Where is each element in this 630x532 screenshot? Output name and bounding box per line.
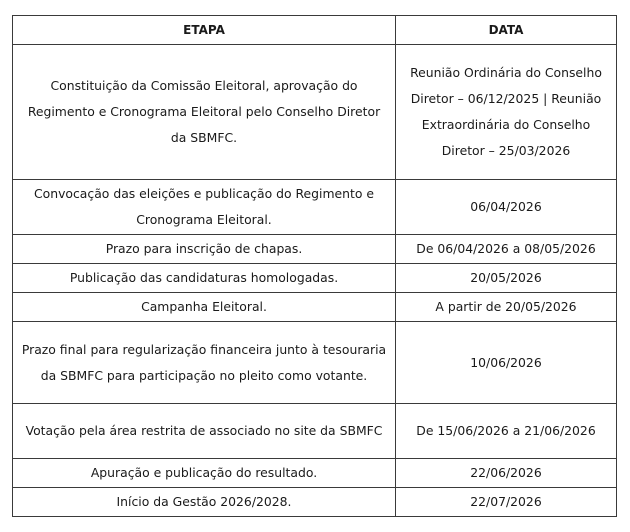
etapa-cell: Apuração e publicação do resultado.	[13, 459, 396, 488]
data-cell: De 06/04/2026 a 08/05/2026	[396, 235, 617, 264]
header-row	[13, 16, 617, 45]
election-schedule-table	[12, 15, 617, 517]
table-row	[13, 235, 617, 264]
data-cell: A partir de 20/05/2026	[396, 293, 617, 322]
etapa-cell: Publicação das candidaturas homologadas.	[13, 264, 396, 293]
data-cell: De 15/06/2026 a 21/06/2026	[396, 404, 617, 459]
header-data: DATA	[396, 16, 617, 45]
etapa-cell: Prazo final para regularização financeira junto à tesouraria da SBMFC para participação no pleito como votante.	[13, 322, 396, 404]
table-row	[13, 264, 617, 293]
data-cell: 10/06/2026	[396, 322, 617, 404]
etapa-cell: Prazo para inscrição de chapas.	[13, 235, 396, 264]
table-row	[13, 293, 617, 322]
data-cell: 06/04/2026	[396, 180, 617, 235]
header-etapa: ETAPA	[13, 16, 396, 45]
data-cell: Reunião Ordinária do Conselho Diretor – 06/12/2025 | Reunião Extraordinária do Conselho Diretor – 25/03/2026	[396, 45, 617, 180]
table-row	[13, 404, 617, 459]
table-row	[13, 488, 617, 517]
data-cell: 20/05/2026	[396, 264, 617, 293]
table-row	[13, 322, 617, 404]
data-cell: 22/07/2026	[396, 488, 617, 517]
etapa-cell: Constituição da Comissão Eleitoral, aprovação do Regimento e Cronograma Eleitoral pelo Conselho Diretor da SBMFC.	[13, 45, 396, 180]
data-cell: 22/06/2026	[396, 459, 617, 488]
table-row	[13, 45, 617, 180]
etapa-cell: Início da Gestão 2026/2028.	[13, 488, 396, 517]
etapa-cell: Campanha Eleitoral.	[13, 293, 396, 322]
table-row	[13, 459, 617, 488]
table-row	[13, 180, 617, 235]
etapa-cell: Votação pela área restrita de associado no site da SBMFC	[13, 404, 396, 459]
etapa-cell: Convocação das eleições e publicação do Regimento e Cronograma Eleitoral.	[13, 180, 396, 235]
